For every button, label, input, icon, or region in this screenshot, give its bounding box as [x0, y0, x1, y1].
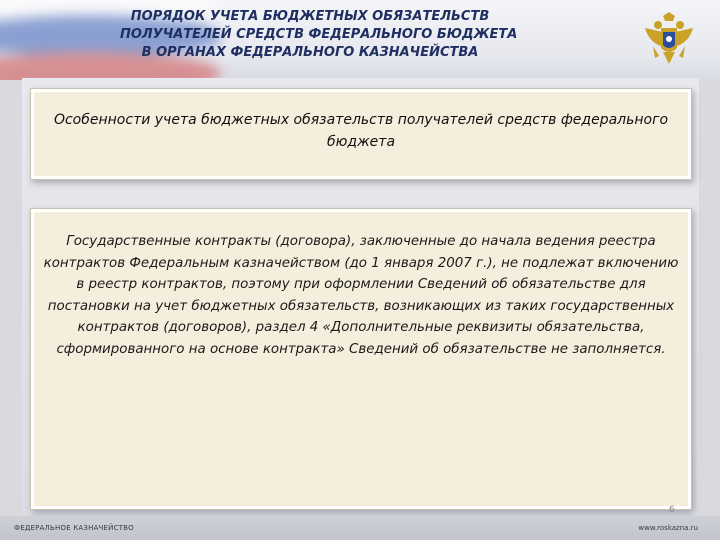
double-headed-eagle-emblem-icon	[643, 12, 695, 68]
title-line-1: ПОРЯДОК УЧЕТА БЮДЖЕТНЫХ ОБЯЗАТЕЛЬСТВ	[130, 9, 490, 24]
header-bar	[0, 0, 720, 80]
title-line-3: В ОРГАНАХ ФЕДЕРАЛЬНОГО КАЗНАЧЕЙСТВА	[141, 45, 479, 60]
subtitle-text: Особенности учета бюджетных обязательств получателей средств федерального бюджета	[53, 112, 669, 150]
subtitle-card	[30, 88, 692, 180]
footer-website-link[interactable]: www.roskazna.ru	[638, 524, 698, 532]
page-number: 6	[669, 505, 675, 515]
slide-content-area	[22, 78, 699, 514]
page-title	[120, 8, 518, 62]
main-text-card	[30, 208, 692, 510]
footer-bar	[0, 516, 720, 540]
main-paragraph: Государственные контракты (договора), заключенные до начала ведения реестра контрактов Федеральным казначейством (до 1 января 2007 г.), не подлежат включению в реестр контрактов, поэтому при оформлении Сведений об обязательстве для постановки на учет бюджетных обязательств, возникающих из таких государственных контрактов (договоров), раздел 4 «Дополнительные реквизиты обязательства, сформированного на основе контракта» Сведений об обязательстве не заполняется.	[43, 234, 679, 357]
title-line-2: ПОЛУЧАТЕЛЕЙ СРЕДСТВ ФЕДЕРАЛЬНОГО БЮДЖЕТА	[120, 27, 518, 42]
footer-organization: ФЕДЕРАЛЬНОЕ КАЗНАЧЕЙСТВО	[14, 524, 134, 532]
